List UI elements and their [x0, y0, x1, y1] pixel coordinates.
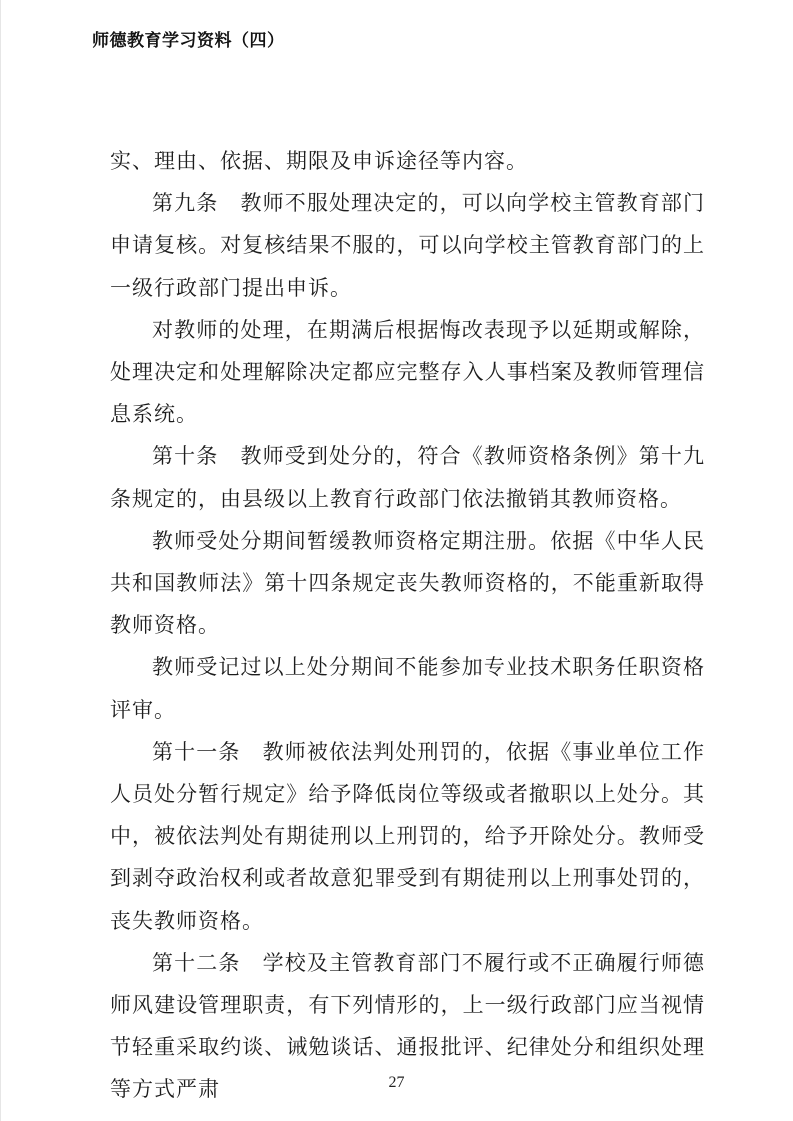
- paragraph-title-review: 教师受记过以上处分期间不能参加专业技术职务任职资格评审。: [110, 655, 705, 722]
- paragraph-article-10: 第十条 教师受到处分的，符合《教师资格条例》第十九条规定的，由县级以上教育行政部门依法撤销其教师资格。: [110, 444, 705, 511]
- paragraph-qualification-suspension: 教师受处分期间暂缓教师资格定期注册。依据《中华人民共和国教师法》第十四条规定丧失教师资格的，不能重新取得教师资格。: [110, 528, 705, 638]
- paragraph-handling-expiry: 对教师的处理，在期满后根据悔改表现予以延期或解除，处理决定和处理解除决定都应完整存入人事档案及教师管理信息系统。: [110, 317, 705, 427]
- page-number: 27: [388, 1074, 405, 1091]
- paragraph-article-12: 第十二条 学校及主管教育部门不履行或不正确履行师德师风建设管理职责，有下列情形的，上一级行政部门应当视情节轻重采取约谈、诫勉谈话、通报批评、纪律处分和组织处理等方式严肃: [110, 950, 705, 1102]
- paragraph-article-11: 第十一条 教师被依法判处刑罚的，依据《事业单位工作人员处分暂行规定》给予降低岗位等级或者撤职以上处分。其中，被依法判处有期徒刑以上刑罚的，给予开除处分。教师受到剥夺政治权利或者故意犯罪受到有期徒刑以上刑事处罚的，丧失教师资格。: [110, 739, 705, 933]
- paragraph-continuation: 实、理由、依据、期限及申诉途径等内容。: [110, 149, 528, 173]
- document-body: [110, 140, 705, 1111]
- document-header: 师德教育学习资料（四）: [92, 31, 285, 51]
- paragraph-article-9: 第九条 教师不服处理决定的，可以向学校主管教育部门申请复核。对复核结果不服的，可以向学校主管教育部门的上一级行政部门提出申诉。: [110, 191, 705, 300]
